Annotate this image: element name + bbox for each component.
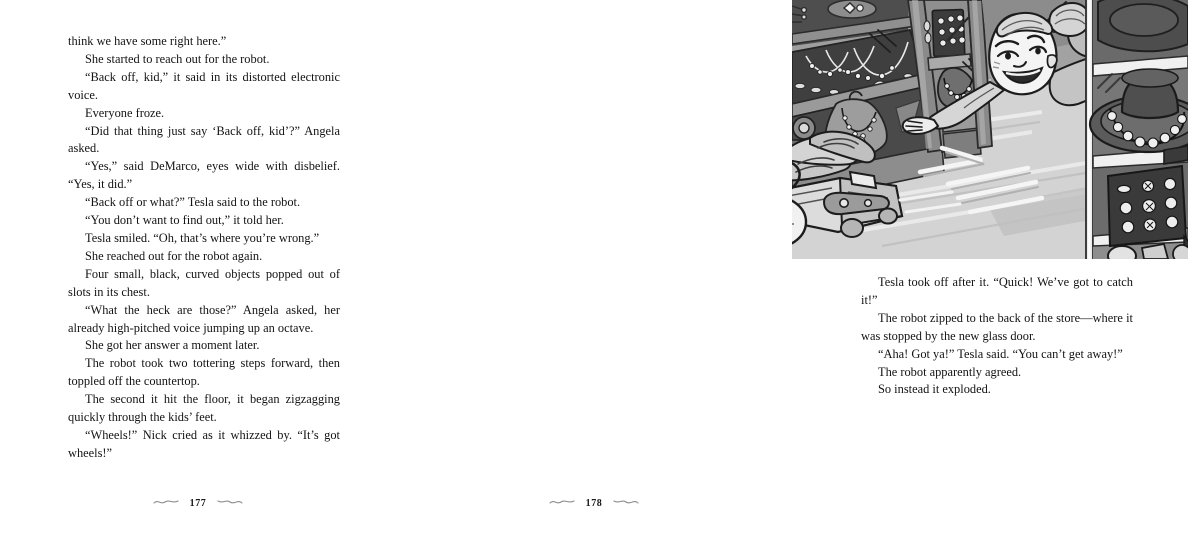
right-page-paragraph: The robot apparently agreed. [878,364,1022,379]
left-page-paragraph: “Wheels!” Nick cried as it whizzed by. “It’s got wheels!” [68,427,340,460]
right-page-body-text [861,274,1133,399]
left-page-paragraph: She got her answer a moment later. [85,338,260,353]
right-page-paragraph: “Aha! Got ya!” Tesla said. “You can’t get away!” [878,346,1123,361]
left-folio-number: 177 [189,498,207,510]
left-page-paragraph: The second it hit the floor, it began zigzagging quickly through the kids’ feet. [68,392,340,425]
left-page-paragraph: The robot took two tottering steps forward, then toppled off the countertop. [68,356,340,389]
squiggle-right-icon [217,498,243,509]
squiggle-left-icon [549,498,575,509]
left-page-paragraph: think we have some right here.” [68,34,227,48]
left-page-paragraph: “Back off, kid,” it said in its distorted electronic voice. [68,69,340,102]
left-page-paragraph: Tesla smiled. “Oh, that’s where you’re wrong.” [85,230,320,245]
left-page-paragraph: Everyone froze. [85,105,165,120]
left-page-paragraph: She reached out for the robot again. [85,248,263,263]
right-page-paragraph: So instead it exploded. [878,382,991,397]
left-page [0,0,396,540]
left-page-paragraph: “What the heck are those?” Angela asked, her already high-pitched voice jumping up an octave. [68,302,340,335]
left-page-paragraph: “Yes,” said DeMarco, eyes wide with disbelief. “Yes, it did.” [68,159,340,192]
right-page-folio [396,498,792,509]
left-page-paragraph: “Back off or what?” Tesla said to the robot. [85,195,301,210]
left-page-paragraph: “Did that thing just say ‘Back off, kid’?” Angela asked. [68,123,340,156]
left-page-paragraph: Four small, black, curved objects popped out of slots in its chest. [68,266,340,299]
left-page-body-text [68,33,340,463]
right-page-paragraph: Tesla took off after it. “Quick! We’ve got to catch it!” [861,275,1133,307]
left-page-paragraph: She started to reach out for the robot. [85,51,270,66]
right-page-paragraph: The robot zipped to the back of the store—where it was stopped by the new glass door. [861,310,1133,343]
chapter-illustration [792,0,1188,259]
left-page-paragraph: “You don’t want to find out,” it told her. [85,213,284,228]
right-page [396,0,1133,540]
squiggle-left-icon [153,498,179,509]
squiggle-right-icon [613,498,639,509]
right-folio-number: 178 [585,498,603,510]
left-page-folio [0,498,396,509]
